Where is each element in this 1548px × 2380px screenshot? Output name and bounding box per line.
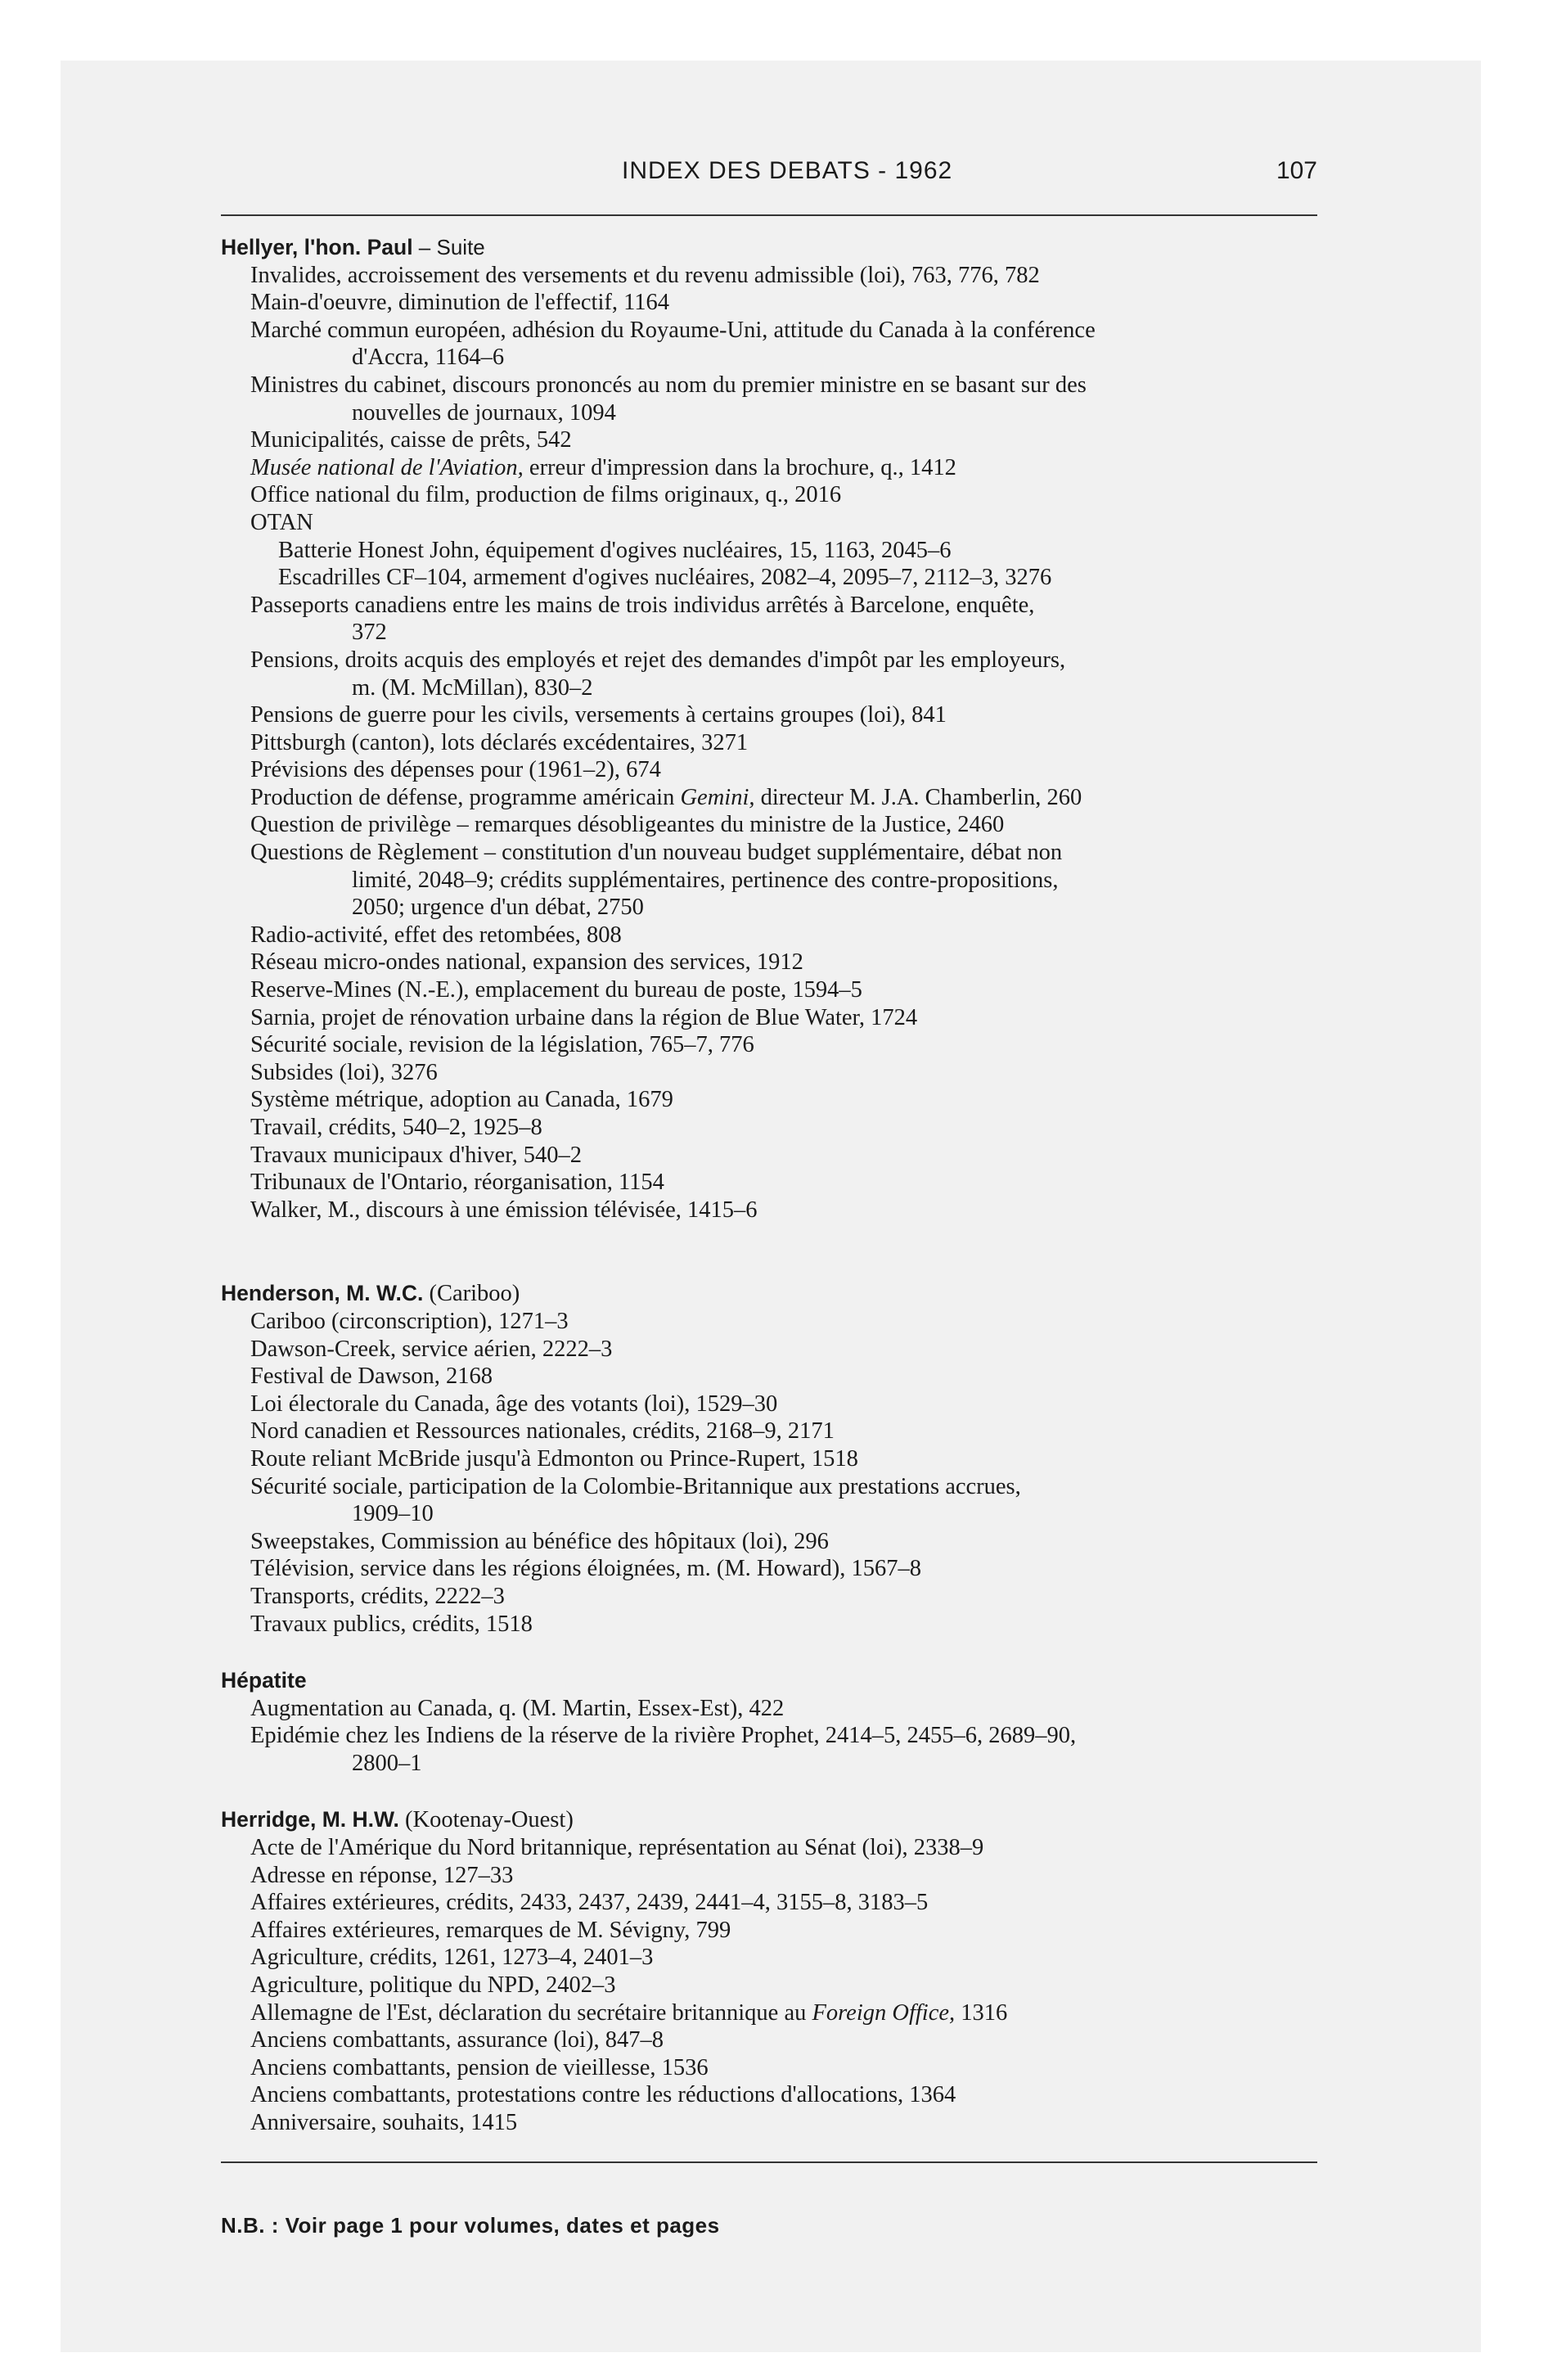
index-heading — [221, 1667, 1334, 1695]
index-entry — [221, 2054, 1334, 2082]
index-heading — [221, 1280, 1334, 1308]
entry-text: Dawson-Creek, service aérien, 2222–3 — [250, 1336, 613, 1362]
entry-text: Main-d'oeuvre, diminution de l'effectif, 1164 — [250, 290, 670, 316]
page-title: INDEX DES DEBATS - 1962 — [622, 157, 953, 184]
heading-suffix: (Kootenay-Ouest) — [398, 1807, 574, 1833]
index-entry — [221, 1391, 1334, 1418]
index-entry — [221, 1722, 1334, 1777]
entry-text: Pensions, droits acquis des employés et rejet des demandes d'impôt par les employeurs, — [250, 647, 1066, 673]
index-entry — [221, 1999, 1334, 2027]
entry-text: Télévision, service dans les régions éloignées, m. (M. Howard), 1567–8 — [250, 1556, 921, 1582]
index-entry — [221, 1972, 1334, 1999]
entry-text: Marché commun européen, adhésion du Royaume-Uni, attitude du Canada à la conférence — [250, 317, 1096, 343]
entry-text: Festival de Dawson, 2168 — [250, 1364, 493, 1390]
heading-suffix: (Cariboo) — [423, 1281, 520, 1307]
entry-text: Travail, crédits, 540–2, 1925–8 — [250, 1115, 542, 1140]
entry-text: Réseau micro-ondes national, expansion des services, 1912 — [250, 949, 803, 976]
index-entry — [221, 1695, 1334, 1723]
index-entry — [221, 454, 1334, 482]
index-entry — [221, 372, 1334, 426]
index-entry — [221, 1473, 1334, 1528]
entry-text: Municipalités, caisse de prêts, 542 — [250, 427, 572, 453]
index-entry — [221, 647, 1334, 701]
entry-text — [250, 784, 1334, 812]
entry-text: Nord canadien et Ressources nationales, crédits, 2168–9, 2171 — [250, 1418, 835, 1445]
entry-text — [250, 454, 1334, 482]
index-entry — [221, 1889, 1334, 1917]
index-entry — [221, 1114, 1334, 1142]
index-entry — [221, 949, 1334, 976]
index-entry — [221, 1308, 1334, 1336]
index-entry — [221, 701, 1334, 729]
entry-text: Question de privilège – remarques désobligeantes du ministre de la Justice, 2460 — [250, 812, 1005, 838]
entry-text: Anciens combattants, assurance (loi), 847–8 — [250, 2027, 664, 2053]
entry-text: Prévisions des dépenses pour (1961–2), 674 — [250, 757, 661, 783]
entry-text: Invalides, accroissement des versements et du revenu admissible (loi), 763, 776, 782 — [250, 262, 1040, 288]
entry-text: Anniversaire, souhaits, 1415 — [250, 2110, 518, 2135]
footer-rule — [221, 2161, 1317, 2163]
section-gap — [221, 1777, 1334, 1806]
index-entry — [221, 729, 1334, 757]
entry-text: Augmentation au Canada, q. (M. Martin, Essex-Est), 422 — [250, 1695, 785, 1721]
entry-text: Sécurité sociale, participation de la Colombie-Britannique aux prestations accrues, — [250, 1473, 1021, 1499]
entry-italic: Foreign Office, — [812, 1999, 956, 2026]
entry-text: Agriculture, crédits, 1261, 1273–4, 2401–3 — [250, 1945, 654, 1971]
index-entry — [221, 1611, 1334, 1639]
entry-italic: Gemini, — [680, 784, 755, 810]
index-entry — [221, 1528, 1334, 1556]
entry-text: Sweepstakes, Commission au bénéfice des hôpitaux (loi), 296 — [250, 1528, 829, 1554]
entry-italic: Musée national de l'Aviation, — [250, 454, 524, 480]
entry-text: Système métrique, adoption au Canada, 1679 — [250, 1087, 673, 1113]
index-entry — [221, 811, 1334, 839]
entry-text: Pensions de guerre pour les civils, versements à certains groupes (loi), 841 — [250, 702, 947, 728]
footnote: N.B. : Voir page 1 pour volumes, dates et pages — [221, 2213, 720, 2238]
entry-text: Tribunaux de l'Ontario, réorganisation, 1154 — [250, 1170, 664, 1196]
entry-text: Sécurité sociale, revision de la législation, 765–7, 776 — [250, 1032, 754, 1058]
entry-text: Subsides (loi), 3276 — [250, 1059, 438, 1085]
index-entry — [221, 262, 1334, 290]
index-entry — [221, 2109, 1334, 2137]
index-entry — [221, 509, 1334, 537]
entry-text: Transports, crédits, 2222–3 — [250, 1583, 505, 1609]
index-entry — [221, 1917, 1334, 1945]
entry-text: Loi électorale du Canada, âge des votants (loi), 1529–30 — [250, 1391, 778, 1417]
index-entry — [221, 1169, 1334, 1197]
header-rule — [221, 214, 1317, 216]
page-number: 107 — [1276, 157, 1317, 184]
index-entry — [221, 784, 1334, 812]
entry-text: Walker, M., discours à une émission télévisée, 1415–6 — [250, 1197, 758, 1223]
entry-continuation: nouvelles de journaux, 1094 — [352, 399, 616, 426]
index-entry — [221, 2081, 1334, 2109]
entry-continuation: 1909–10 — [352, 1501, 434, 1527]
index-entry — [221, 1336, 1334, 1364]
index-entry — [221, 481, 1334, 509]
index-entry — [221, 976, 1334, 1004]
entry-continuation: 2050; urgence d'un débat, 2750 — [352, 895, 644, 921]
entry-continuation: 2800–1 — [352, 1750, 422, 1776]
index-entry — [221, 1555, 1334, 1583]
index-heading — [221, 1806, 1334, 1834]
index-entry — [221, 1445, 1334, 1473]
entry-tail: directeur M. J.A. Chamberlin, 260 — [754, 784, 1082, 810]
entry-text: Travaux publics, crédits, 1518 — [250, 1611, 533, 1637]
entry-text: Batterie Honest John, équipement d'ogives nucléaires, 15, 1163, 2045–6 — [278, 537, 952, 563]
index-entry — [221, 289, 1334, 317]
entry-rest: erreur d'impression dans la brochure, q., 1412 — [523, 454, 956, 480]
entry-text: Affaires extérieures, remarques de M. Sévigny, 799 — [250, 1917, 731, 1943]
index-entry — [221, 839, 1334, 922]
index-entry — [221, 1197, 1334, 1224]
index-entry — [221, 537, 1334, 565]
entry-continuation: d'Accra, 1164–6 — [352, 345, 505, 371]
entry-text — [250, 1999, 1334, 2027]
entry-text: Agriculture, politique du NPD, 2402–3 — [250, 1972, 616, 1999]
index-entry — [221, 1862, 1334, 1890]
entry-text: Escadrilles CF–104, armement d'ogives nucléaires, 2082–4, 2095–7, 2112–3, 3276 — [278, 565, 1052, 591]
entry-start: Production de défense, programme américain — [250, 784, 681, 810]
entry-text: Travaux municipaux d'hiver, 540–2 — [250, 1142, 583, 1168]
entry-text: Adresse en réponse, 127–33 — [250, 1862, 514, 1888]
heading-suffix: – Suite — [412, 235, 485, 259]
entry-text: Anciens combattants, protestations contre les réductions d'allocations, 1364 — [250, 2082, 956, 2108]
heading-name: Herridge, M. H.W. — [221, 1807, 399, 1832]
entry-text: Ministres du cabinet, discours prononcés au nom du premier ministre en se basant sur des — [250, 372, 1087, 398]
entry-text: Cariboo (circonscription), 1271–3 — [250, 1308, 569, 1334]
entry-continuation: limité, 2048–9; crédits supplémentaires, pertinence des contre-propositions, — [352, 867, 1059, 893]
entry-text: Epidémie chez les Indiens de la réserve de la rivière Prophet, 2414–5, 2455–6, 2689–90, — [250, 1723, 1077, 1749]
index-content — [221, 234, 1334, 2137]
entry-text: Pittsburgh (canton), lots déclarés excédentaires, 3271 — [250, 729, 749, 755]
entry-continuation: 372 — [352, 620, 387, 646]
index-entry — [221, 1086, 1334, 1114]
index-entry — [221, 2026, 1334, 2054]
entry-text: Questions de Règlement – constitution d'un nouveau budget supplémentaire, débat non — [250, 840, 1063, 866]
entry-text: Reserve-Mines (N.-E.), emplacement du bureau de poste, 1594–5 — [250, 977, 862, 1003]
entry-text: Route reliant McBride jusqu'à Edmonton ou Prince-Rupert, 1518 — [250, 1445, 858, 1472]
entry-text: Anciens combattants, pension de vieillesse, 1536 — [250, 2054, 709, 2080]
index-entry — [221, 592, 1334, 647]
entry-text: Office national du film, production de films originaux, q., 2016 — [250, 482, 842, 508]
index-entry — [221, 922, 1334, 949]
entry-continuation: m. (M. McMillan), 830–2 — [352, 674, 593, 701]
entry-text: Sarnia, projet de rénovation urbaine dans la région de Blue Water, 1724 — [250, 1004, 918, 1030]
index-entry — [221, 317, 1334, 372]
heading-name: Hépatite — [221, 1668, 307, 1693]
index-entry — [221, 1059, 1334, 1087]
entry-text: OTAN — [250, 509, 313, 535]
entry-text: Passeports canadiens entre les mains de trois individus arrêtés à Barcelone, enquête, — [250, 592, 1035, 618]
page-header — [221, 157, 1317, 198]
entry-text: Radio-activité, effet des retombées, 808 — [250, 922, 622, 948]
index-entry — [221, 1031, 1334, 1059]
section-gap — [221, 1638, 1334, 1667]
index-heading — [221, 234, 1334, 262]
entry-text: Acte de l'Amérique du Nord britannique, représentation au Sénat (loi), 2338–9 — [250, 1835, 984, 1861]
heading-name: Hellyer, l'hon. Paul — [221, 235, 413, 259]
entry-text: Affaires extérieures, crédits, 2433, 2437, 2439, 2441–4, 3155–8, 3183–5 — [250, 1890, 929, 1916]
index-entry — [221, 1834, 1334, 1862]
index-entry — [221, 564, 1334, 592]
index-entry — [221, 1363, 1334, 1391]
index-entry — [221, 1583, 1334, 1611]
entry-tail: 1316 — [955, 1999, 1008, 2026]
index-entry — [221, 1944, 1334, 1972]
section-gap — [221, 1224, 1334, 1280]
index-entry — [221, 1142, 1334, 1170]
index-entry — [221, 756, 1334, 784]
index-entry — [221, 1418, 1334, 1445]
index-entry — [221, 426, 1334, 454]
entry-start: Allemagne de l'Est, déclaration du secrétaire britannique au — [250, 1999, 812, 2026]
heading-name: Henderson, M. W.C. — [221, 1281, 424, 1306]
index-entry — [221, 1004, 1334, 1032]
